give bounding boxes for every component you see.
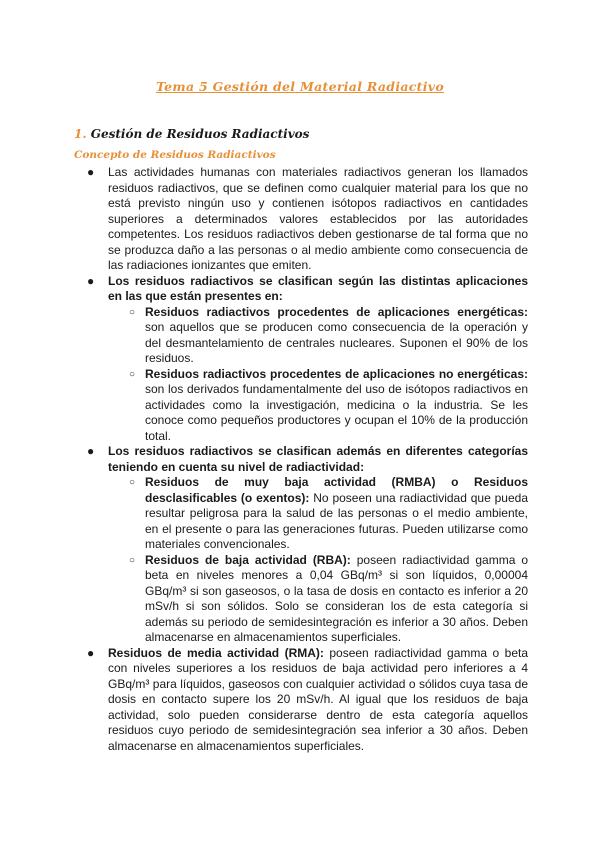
- hollow-bullet-icon: ○: [129, 477, 136, 488]
- section-heading: [74, 127, 309, 141]
- hollow-bullet-icon: ○: [129, 306, 136, 318]
- list-item-classification-levels: [87, 444, 528, 475]
- hollow-bullet-icon: ○: [129, 368, 136, 380]
- item-text: Las actividades humanas con materiales radiactivos generan los llamados residuos radiactivos, que se definen como cualquier material para los que no está previsto ningún uso y contienen isótopos radiactivos en cantidades superiores a determinados valores establecidos por las autoridades competentes. Los residuos radiactivos deben gestionarse de tal forma que no se produzca daño a las personas o al medio ambiente como consecuencia de las radiaciones ionizantes que emiten.: [108, 165, 528, 272]
- list-item-non-energy-applications: [129, 366, 528, 445]
- item-bold-text: Los residuos radiactivos se clasifican según las distintas aplicaciones en las que están presentes en:: [108, 273, 528, 303]
- item-text: No poseen una radiactividad que pueda resultar peligrosa para la salud de las personas o el medio ambiente, en el presente o para las generaciones futuras. Pueden utilizarse como materiales convencionales.: [145, 490, 528, 551]
- item-text: poseen radiactividad gamma o beta en niveles menores a 0,04 GBq/m³ si son líquidos, 0,00004 GBq/m³ si son gaseosos, o la tasa de dosis en contacto es inferior a 20 mSv/h si son sólidos. Solo se consideran los de esta categoría si además su periodo de semidesintegración es inferior a 30 años. Deben almacenarse en almacenamientos superficiales.: [145, 552, 529, 644]
- item-bold-text: Residuos radiactivos procedentes de aplicaciones energéticas:: [145, 304, 528, 319]
- list-item-rma: [87, 645, 528, 755]
- page-title: Tema 5 Gestión del Material Radiactivo: [156, 79, 444, 94]
- bullet-icon: ●: [87, 273, 95, 288]
- section-title: Gestión de Residuos Radiactivos: [90, 127, 310, 141]
- item-text: poseen radiactividad gamma o beta con niveles superiores a los residuos de baja actividad pero inferiores a 4 GBq/m³ para líquidos, gaseosos con cualquier actividad o sólidos cuya tasa de dosis en contacto supere los 20 mSv/h. Al igual que los residuos de baja actividad, solo pueden considerarse dentro de esta categoría aquellos residuos cuyo periodo de semidesintegración sea inferior a 30 años. Deben almacenarse en almacenamientos superficiales.: [108, 645, 528, 753]
- list-item-rmba: [129, 475, 528, 553]
- hollow-bullet-icon: ○: [129, 554, 136, 566]
- item-bold-text: Residuos de media actividad (RMA):: [108, 645, 324, 660]
- bullet-icon: ●: [87, 645, 95, 660]
- item-bold-text: Residuos de baja actividad (RBA):: [145, 552, 351, 567]
- subsection-heading: Concepto de Residuos Radiactivos: [74, 149, 276, 161]
- item-text: son aquellos que se producen como consecuencia de la operación y del desmantelamiento de centrales nucleares. Suponen el 90% de los residuos.: [145, 320, 528, 365]
- list-item-rba: [129, 552, 529, 646]
- item-bold-text: Residuos de muy baja actividad (RMBA) o Residuos desclasificables (o exentos):: [145, 475, 528, 505]
- list-item-classification-applications: [87, 273, 528, 305]
- list-item-energy-applications: [129, 304, 528, 367]
- bullet-icon: ●: [87, 444, 95, 458]
- item-bold-text: Residuos radiactivos procedentes de aplicaciones no energéticas:: [145, 366, 528, 381]
- document-body: [0, 165, 600, 754]
- bullet-icon: ●: [87, 165, 95, 179]
- item-bold-text: Los residuos radiactivos se clasifican además en diferentes categorías teniendo en cuenta su nivel de radiactividad:: [108, 444, 528, 474]
- list-item-definition: [87, 165, 528, 274]
- item-text: son los derivados fundamentalmente del uso de isótopos radiactivos en actividades como la investigación, medicina o la industria. Se les conoce como pequeños productores y ocupan el 10% de la producción total.: [145, 382, 528, 443]
- section-number: 1.: [74, 127, 87, 141]
